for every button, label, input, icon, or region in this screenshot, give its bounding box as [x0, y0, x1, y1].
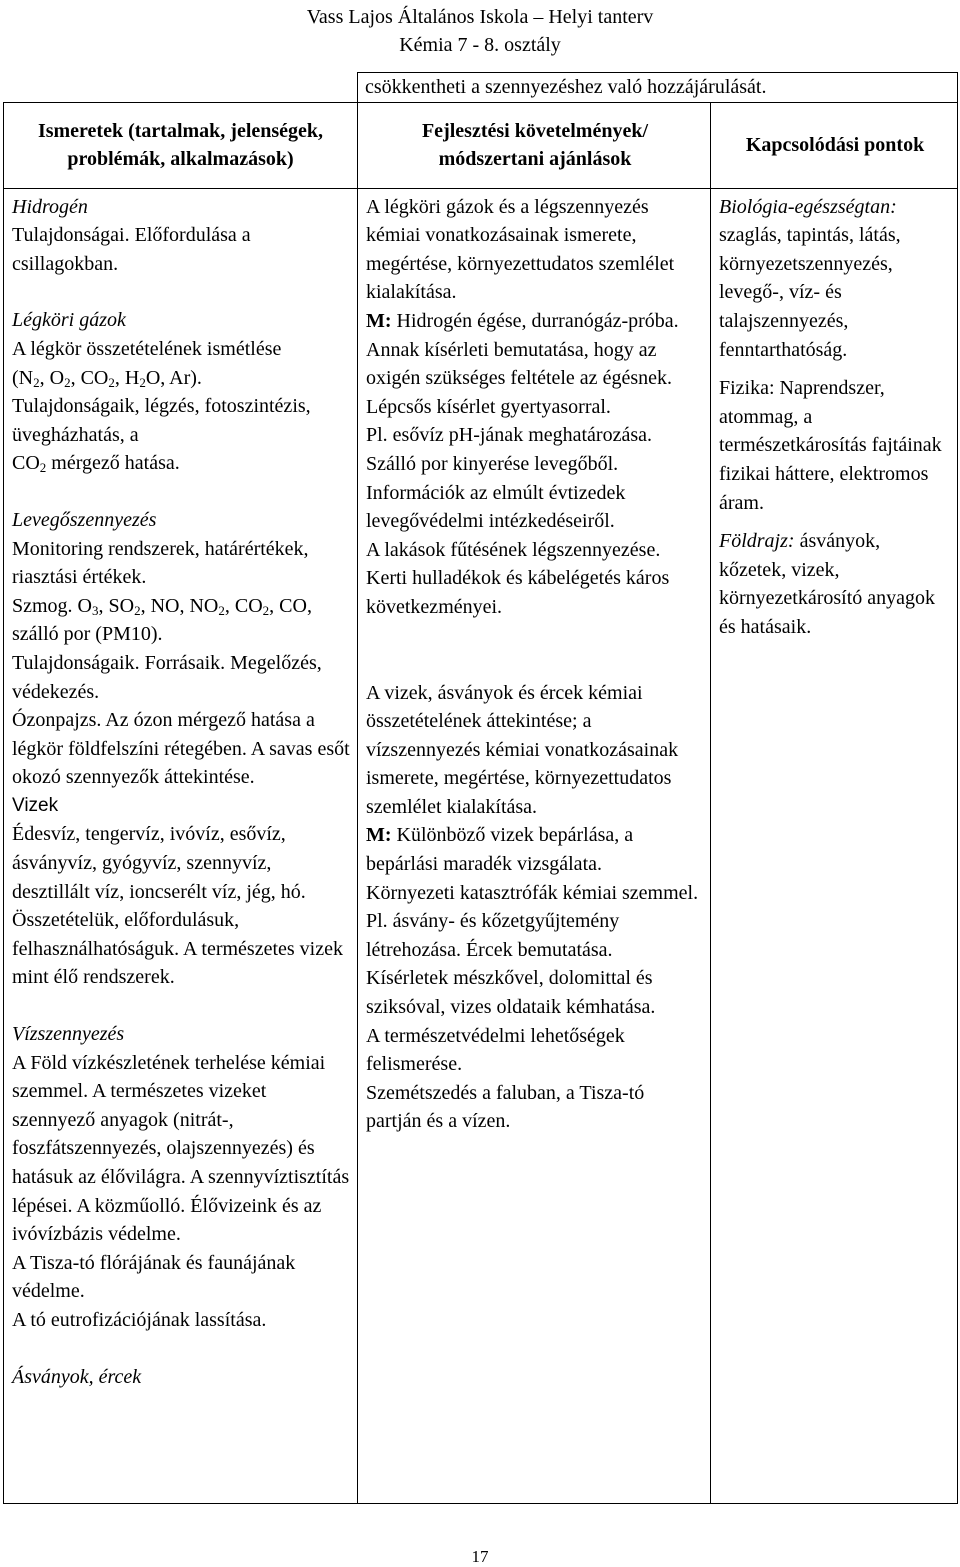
block2-text3: Pl. ásvány- és kőzetgyűjtemény létrehozása. Ércek bemutatása.	[366, 910, 620, 961]
fizika-label: Fizika:	[719, 377, 775, 400]
block2-text6: Szemétszedés a faluban, a Tisza-tó partján és a vízen.	[366, 1081, 645, 1133]
block2-text4: Kísérletek mészkővel, dolomittal és sziksóval, vizes oldataik kémhatása.	[366, 967, 656, 1019]
column-header-requirements	[358, 102, 711, 188]
hidrogen-title: Hidrogén	[12, 195, 88, 218]
block1-text4: A lakások fűtésének légszennyezése. Kerti hulladékok és kábelégetés káros következményei.	[366, 538, 670, 618]
page-number: 17	[471, 1547, 489, 1566]
column-header-topics: Ismeretek (tartalmak, jelenségek, problémák, alkalmazások)	[4, 102, 358, 188]
vizszennyezes-title: Vízszennyezés	[12, 1023, 125, 1046]
block2-text2: Környezeti katasztrófák kémiai szemmel.	[366, 881, 699, 904]
block2-intro: A vizek, ásványok és ércek kémiai összetételének áttekintése; a vízszennyezés kémiai vonatkozásainak ismerete, megértése, környezettudatos szemlélet kialakítása.	[366, 681, 679, 818]
hidrogen-text: Tulajdonságai. Előfordulása a csillagokban.	[12, 224, 251, 275]
block1-text3: Pl. esővíz pH-jának meghatározása. Szálló por kinyerése levegőből. Információk az elmúlt évtizedek levegővédelmi intézkedéseiről.	[366, 424, 653, 533]
legkori-formula: ($N_2$, $O_2$, $CO_2$, $H_2O$, Ar).	[12, 366, 202, 390]
block2-m	[366, 821, 704, 878]
carryover-empty-cell	[4, 73, 358, 103]
block1-m	[366, 307, 704, 336]
biologia-title: Biológia-egészségtan:	[719, 195, 897, 218]
column-header-connections: Kapcsolódási pontok	[711, 102, 958, 188]
header-subject: Kémia 7 - 8. osztály	[399, 34, 561, 56]
levego-text1: Monitoring rendszerek, határértékek, riasztási értékek.	[12, 537, 309, 589]
content-row	[4, 188, 958, 1503]
block2-m-label: M:	[366, 824, 392, 847]
tisza-text: A Tisza-tó flórájának és faunájának védelme.	[12, 1251, 296, 1303]
foldrajz	[719, 527, 951, 641]
foldrajz-label: Földrajz:	[719, 530, 795, 553]
legkori-props: Tulajdonságaik, légzés, fotoszintézis, üvegházhatás, a	[12, 395, 311, 446]
asvanyok-title: Ásványok, ércek	[12, 1365, 142, 1388]
block1-intro: A légköri gázok és a légszennyezés kémiai vonatkozásainak ismerete, megértése, környezettudatos szemlélet kialakítása.	[366, 195, 675, 304]
levego-text3: Ózonpajzs. Az ózon mérgező hatása a légkör földfelszíni rétegében. A savas esőt okozó szennyezők áttekintése.	[12, 709, 350, 789]
header-school: Vass Lajos Általános Iskola – Helyi tanterv	[306, 6, 654, 28]
fizika	[719, 374, 951, 517]
fizika-text: Naprendszer, atommag, a természetkárosítás fajtáinak fizikai háttere, elektromos áram.	[719, 377, 942, 514]
levego-title: Levegőszennyezés	[12, 508, 157, 531]
vizszennyezes-text: A Föld vízkészletének terhelése kémiai szemmel. A természetes vizeket szennyező anyagok (nitrát-, foszfátszennyezés, olajszennyezés) és hatásuk az élővilágra. A szennyvíztisztítás lépései. A közműolló. Élővizeink és az ivóvízbázis védelme.	[12, 1051, 350, 1246]
column-header-requirements-line2: módszertani ajánlások	[438, 148, 632, 171]
block1-m-text: Hidrogén égése, durranógáz-próba.	[391, 309, 679, 332]
legkori-title: Légköri gázok	[12, 309, 126, 332]
header-row	[4, 102, 958, 188]
topics-cell	[4, 188, 358, 1503]
block2-text5: A természetvédelmi lehetőségek felismerése.	[366, 1024, 625, 1076]
connections-cell	[711, 188, 958, 1503]
vizek-title: Vizek	[12, 794, 59, 816]
legkori-text: A légkör összetételének ismétlése	[12, 337, 282, 360]
page-header	[0, 3, 960, 59]
levego-smog: Szmog. $O_3$, $SO_2$, NO, $NO_2$, $CO_2$, CO, szálló por (PM10).	[12, 594, 312, 646]
block1-m-label: M:	[366, 309, 392, 332]
carryover-text: csökkentheti a szennyezéshez való hozzájárulását.	[358, 73, 958, 103]
curriculum-table	[3, 72, 958, 1504]
levego-text2: Tulajdonságaik. Forrásaik. Megelőzés, védekezés.	[12, 651, 322, 703]
biologia-text: szaglás, tapintás, látás, környezetszennyezés, levegő-, víz- és talajszennyezés, fenntarthatóság.	[719, 224, 901, 361]
foldrajz-text: ásványok, kőzetek, vizek, környezetkárosító anyagok és hatásaik.	[719, 530, 936, 638]
column-header-requirements-line1: Fejlesztési követelmények/	[421, 119, 649, 142]
carryover-row	[4, 73, 958, 103]
legkori-co2: $CO_2$ mérgező hatása.	[12, 452, 180, 476]
vizek-text: Édesvíz, tengervíz, ivóvíz, esővíz, ásványvíz, gyógyvíz, szennyvíz, desztillált víz, ioncserélt víz, jég, hó. Összetételük, előfordulásuk, felhasználhatóságuk. A természetes vizek mint élő rendszerek.	[12, 823, 343, 989]
block2-m-text: Különböző vizek bepárlása, a bepárlási maradék vizsgálata.	[366, 824, 634, 876]
block1-text2: Annak kísérleti bemutatása, hogy az oxigén szükséges feltétele az égésnek. Lépcsős kísérlet gyertyasorral.	[366, 338, 672, 418]
requirements-cell	[358, 188, 711, 1503]
to-text: A tó eutrofizációjának lassítása.	[12, 1308, 267, 1331]
